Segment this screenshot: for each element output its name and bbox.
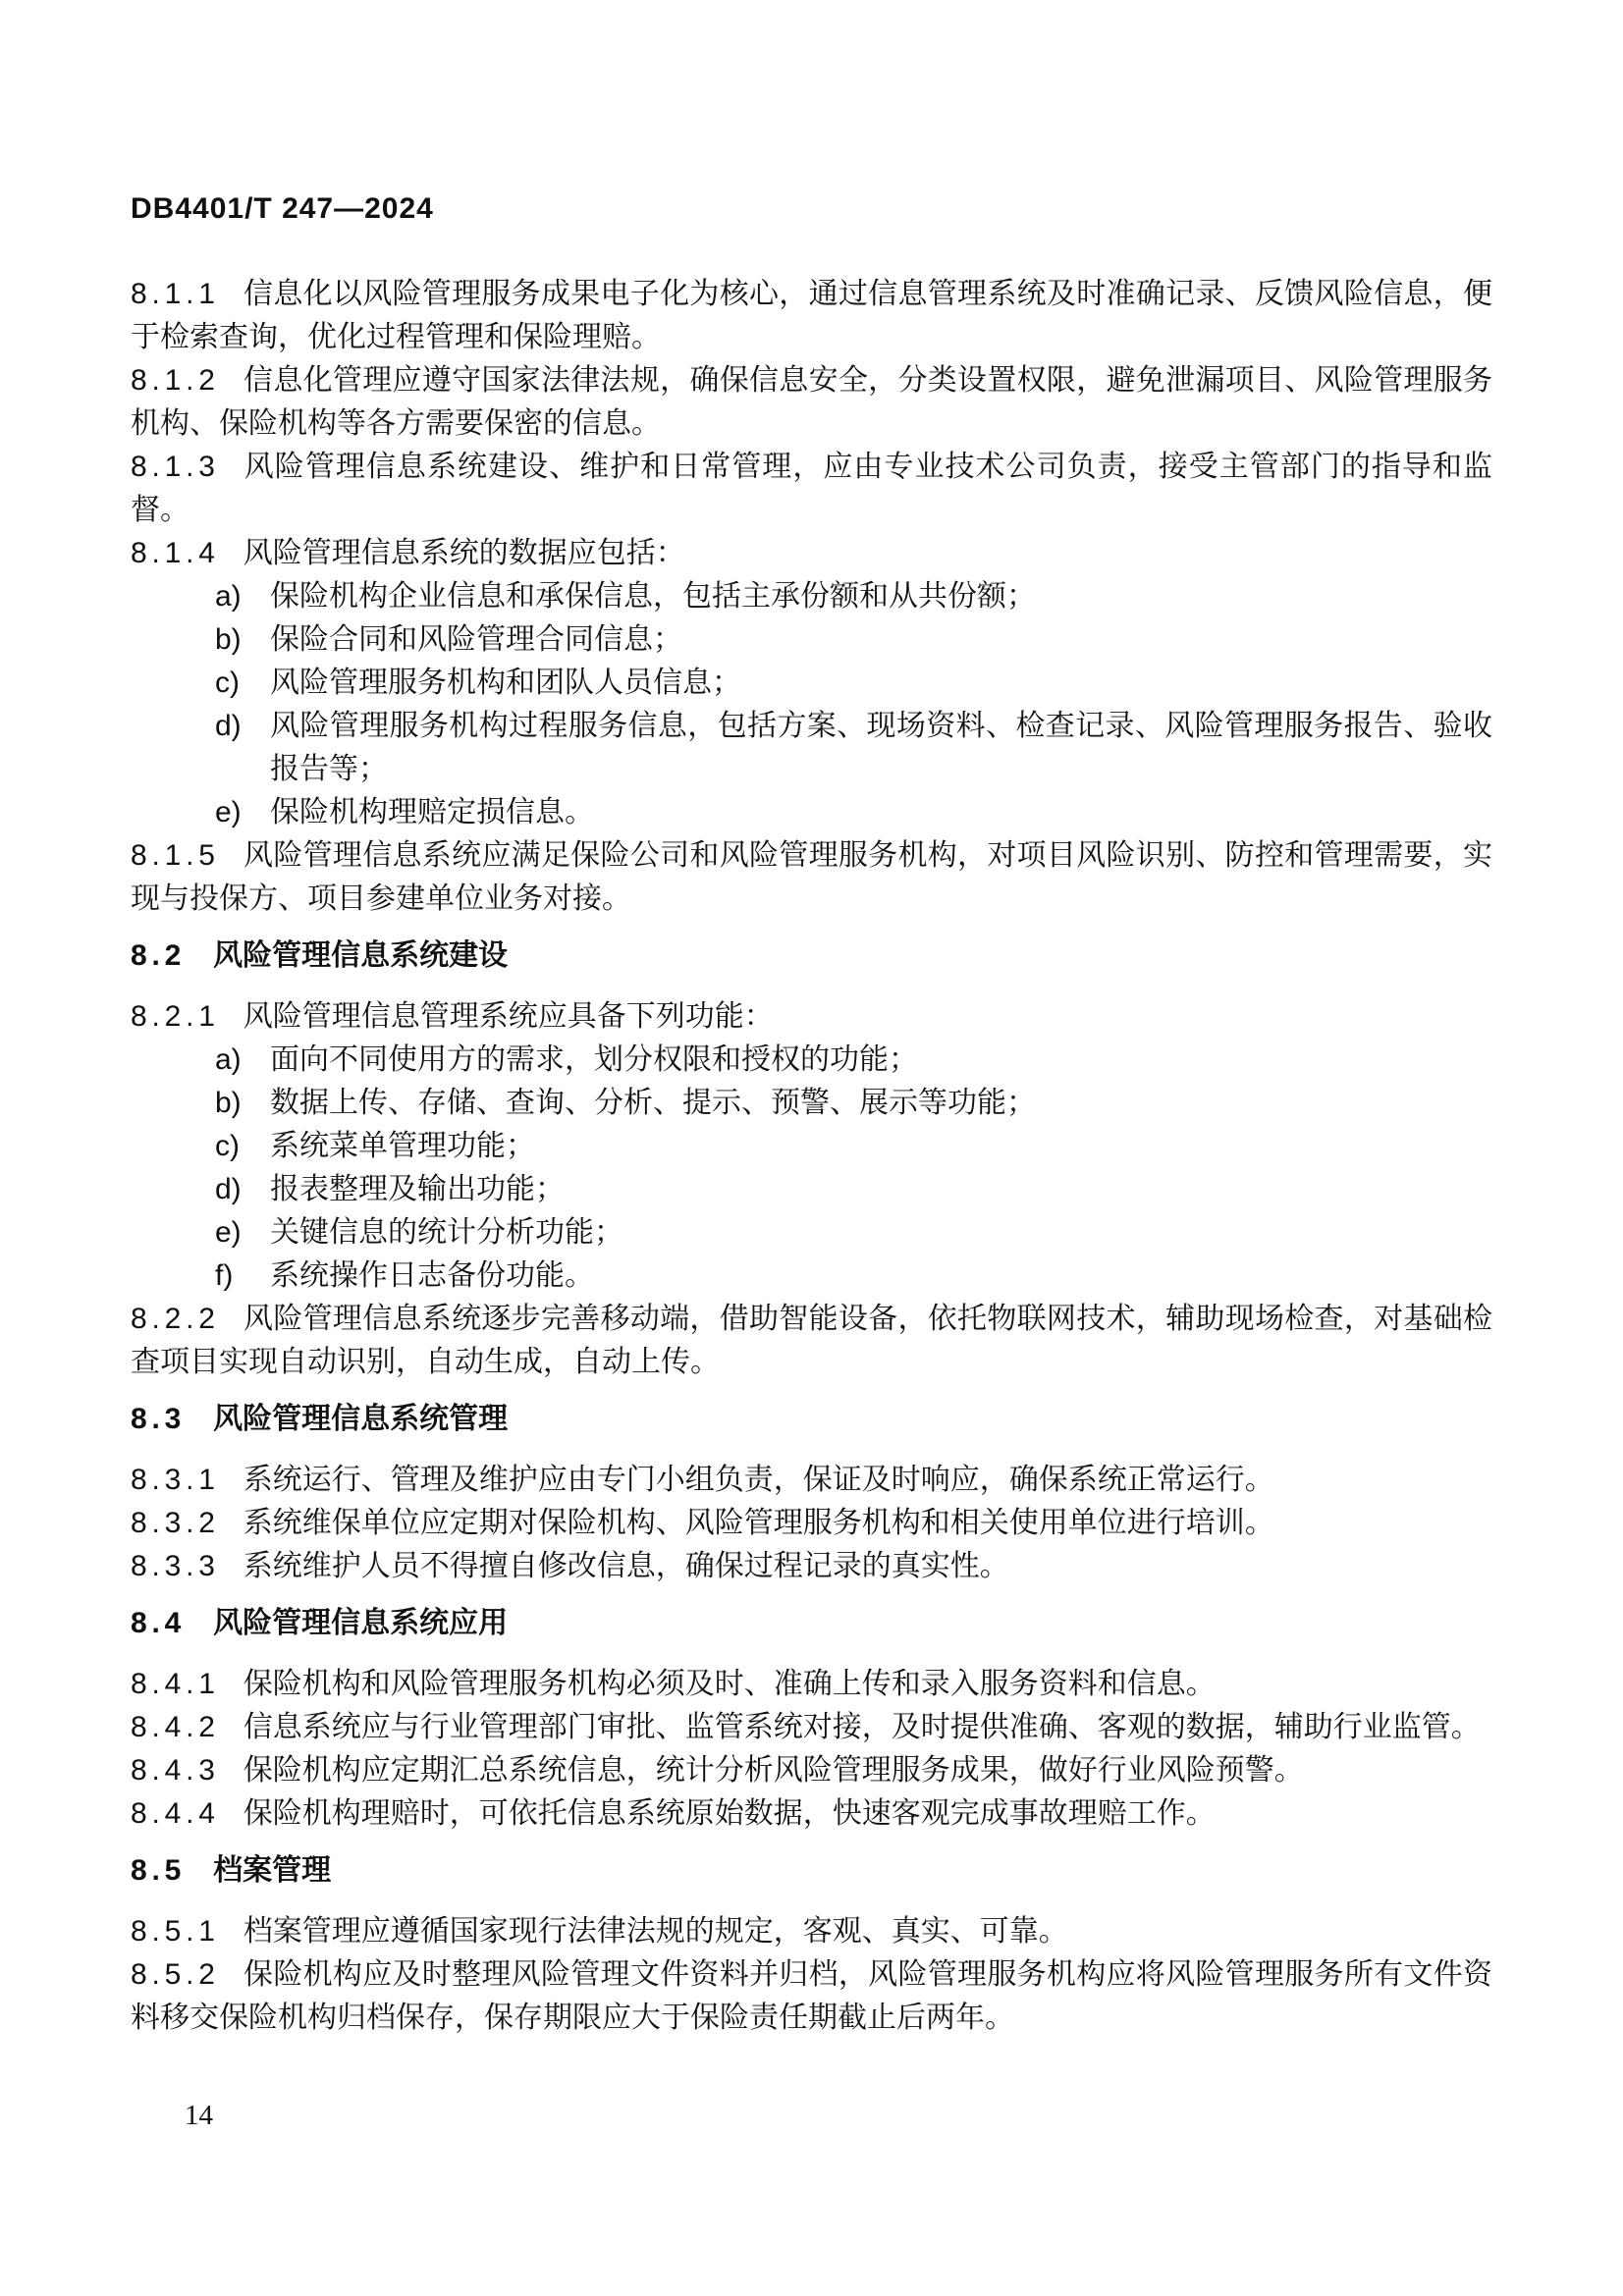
- section-heading-8-5: [131, 1849, 1492, 1893]
- clause-number: 8.4.4: [131, 1797, 220, 1830]
- clause-8-1-2: [131, 359, 1492, 446]
- heading-number: 8.3: [131, 1403, 187, 1435]
- list-item-marker: a): [215, 580, 242, 613]
- list-item-c: [215, 1125, 1492, 1168]
- heading-number: 8.5: [131, 1854, 187, 1887]
- list-item-text: 保险机构理赔定损信息。: [270, 796, 594, 828]
- clause-number: 8.2.2: [131, 1303, 220, 1335]
- clause-number: 8.4.2: [131, 1711, 220, 1743]
- section-heading-8-2: [131, 934, 1492, 978]
- clause-text: 档案管理应遵循国家现行法律法规的规定，客观、真实、可靠。: [243, 1915, 1068, 1948]
- clause-number: 8.5.2: [131, 1958, 220, 1991]
- list-item-marker: e): [215, 796, 242, 828]
- clause-8-4-1: [131, 1663, 1492, 1706]
- list-item-e: [215, 791, 1492, 834]
- clause-text: 保险机构和风险管理服务机构必须及时、准确上传和录入服务资料和信息。: [243, 1668, 1216, 1700]
- heading-title: 风险管理信息系统建设: [213, 939, 509, 972]
- heading-number: 8.2: [131, 939, 187, 972]
- list-item-a: [215, 575, 1492, 618]
- clause-text: 保险机构理赔时，可依托信息系统原始数据，快速客观完成事故理赔工作。: [243, 1797, 1216, 1830]
- list-item-text: 风险管理服务机构过程服务信息，包括方案、现场资料、检查记录、风险管理服务报告、验收报告等；: [270, 710, 1492, 785]
- heading-title: 档案管理: [213, 1854, 332, 1887]
- list-item-b: [215, 618, 1492, 662]
- list-item-marker: c): [215, 1130, 240, 1162]
- section-heading-8-3: [131, 1398, 1492, 1441]
- list-item-e: [215, 1211, 1492, 1255]
- clause-number: 8.3.3: [131, 1550, 220, 1582]
- section-heading-8-4: [131, 1602, 1492, 1645]
- list-item-text: 风险管理服务机构和团队人员信息；: [270, 667, 741, 699]
- clause-number: 8.1.3: [131, 451, 220, 483]
- clause-number: 8.4.3: [131, 1754, 220, 1787]
- clause-8-2-1: [131, 995, 1492, 1039]
- clause-text: 风险管理信息系统逐步完善移动端，借助智能设备，依托物联网技术，辅助现场检查，对基础检查项目实现自动识别，自动生成，自动上传。: [131, 1303, 1492, 1378]
- doc-code: DB4401/T 247—2024: [131, 192, 434, 225]
- clause-text: 风险管理信息系统建设、维护和日常管理，应由专业技术公司负责，接受主管部门的指导和监督。: [131, 451, 1492, 526]
- list-item-text: 关键信息的统计分析功能；: [270, 1216, 623, 1249]
- list-item-b: [215, 1082, 1492, 1125]
- list-item-text: 系统操作日志备份功能。: [270, 1259, 594, 1292]
- heading-title: 风险管理信息系统应用: [213, 1607, 509, 1639]
- clause-text: 风险管理信息系统应满足保险公司和风险管理服务机构，对项目风险识别、防控和管理需要，实现与投保方、项目参建单位业务对接。: [131, 839, 1492, 915]
- list-item-c: [215, 662, 1492, 705]
- list-item-text: 报表整理及输出功能；: [270, 1173, 565, 1205]
- clause-text: 风险管理信息系统的数据应包括：: [243, 537, 685, 569]
- list-item-marker: e): [215, 1216, 242, 1249]
- clause-8-2-2: [131, 1298, 1492, 1384]
- clause-8-1-5: [131, 834, 1492, 921]
- clause-8-1-1: [131, 273, 1492, 359]
- clause-text: 风险管理信息管理系统应具备下列功能：: [243, 1000, 774, 1033]
- list-item-text: 保险合同和风险管理合同信息；: [270, 623, 682, 656]
- list-item-f: [215, 1255, 1492, 1298]
- list-item-d: [215, 1168, 1492, 1211]
- clause-8-4-4: [131, 1792, 1492, 1836]
- clause-8-4-3: [131, 1749, 1492, 1792]
- list-item-d: [215, 705, 1492, 791]
- list-item-text: 保险机构企业信息和承保信息，包括主承份额和从共份额；: [270, 580, 1036, 613]
- clause-8-1-3: [131, 446, 1492, 532]
- clause-number: 8.3.1: [131, 1464, 220, 1496]
- list-item-marker: c): [215, 667, 240, 699]
- clause-number: 8.2.1: [131, 1000, 220, 1033]
- list-item-text: 系统菜单管理功能；: [270, 1130, 535, 1162]
- list-item-text: 面向不同使用方的需求，划分权限和授权的功能；: [270, 1043, 918, 1076]
- clause-8-3-1: [131, 1459, 1492, 1502]
- clause-8-4-2: [131, 1706, 1492, 1749]
- list-item-marker: f): [215, 1259, 234, 1292]
- clause-text: 保险机构应定期汇总系统信息，统计分析风险管理服务成果，做好行业风险预警。: [243, 1754, 1304, 1787]
- clause-number: 8.1.1: [131, 278, 220, 310]
- clause-text: 信息系统应与行业管理部门审批、监管系统对接，及时提供准确、客观的数据，辅助行业监管。: [243, 1711, 1481, 1743]
- heading-title: 风险管理信息系统管理: [213, 1403, 509, 1435]
- clause-text: 信息化管理应遵守国家法律法规，确保信息安全，分类设置权限，避免泄漏项目、风险管理服务机构、保险机构等各方需要保密的信息。: [131, 364, 1492, 440]
- clause-number: 8.1.2: [131, 364, 220, 397]
- clause-number: 8.4.1: [131, 1668, 220, 1700]
- clause-8-3-3: [131, 1545, 1492, 1588]
- list-item-marker: b): [215, 1087, 242, 1119]
- clause-text: 系统维保单位应定期对保险机构、风险管理服务机构和相关使用单位进行培训。: [243, 1507, 1274, 1539]
- list-item-a: [215, 1039, 1492, 1082]
- clause-text: 保险机构应及时整理风险管理文件资料并归档，风险管理服务机构应将风险管理服务所有文件资料移交保险机构归档保存，保存期限应大于保险责任期截止后两年。: [131, 1958, 1492, 2034]
- clause-8-3-2: [131, 1502, 1492, 1545]
- clause-8-1-4: [131, 532, 1492, 575]
- clause-8-5-2: [131, 1953, 1492, 2040]
- clause-number: 8.1.5: [131, 839, 220, 872]
- document-content: [131, 192, 1492, 2040]
- list-item-marker: d): [215, 1173, 242, 1205]
- list-item-marker: b): [215, 623, 242, 656]
- clause-text: 系统运行、管理及维护应由专门小组负责，保证及时响应，确保系统正常运行。: [243, 1464, 1274, 1496]
- page-number: 14: [185, 2100, 213, 2131]
- clause-8-5-1: [131, 1910, 1492, 1953]
- list-item-marker: a): [215, 1043, 242, 1076]
- list-item-marker: d): [215, 710, 242, 742]
- clause-number: 8.3.2: [131, 1507, 220, 1539]
- clause-text: 信息化以风险管理服务成果电子化为核心，通过信息管理系统及时准确记录、反馈风险信息，便于检索查询，优化过程管理和保险理赔。: [131, 278, 1492, 353]
- clause-text: 系统维护人员不得擅自修改信息，确保过程记录的真实性。: [243, 1550, 1009, 1582]
- heading-number: 8.4: [131, 1607, 187, 1639]
- list-item-text: 数据上传、存储、查询、分析、提示、预警、展示等功能；: [270, 1087, 1036, 1119]
- clause-number: 8.1.4: [131, 537, 220, 569]
- clause-number: 8.5.1: [131, 1915, 220, 1948]
